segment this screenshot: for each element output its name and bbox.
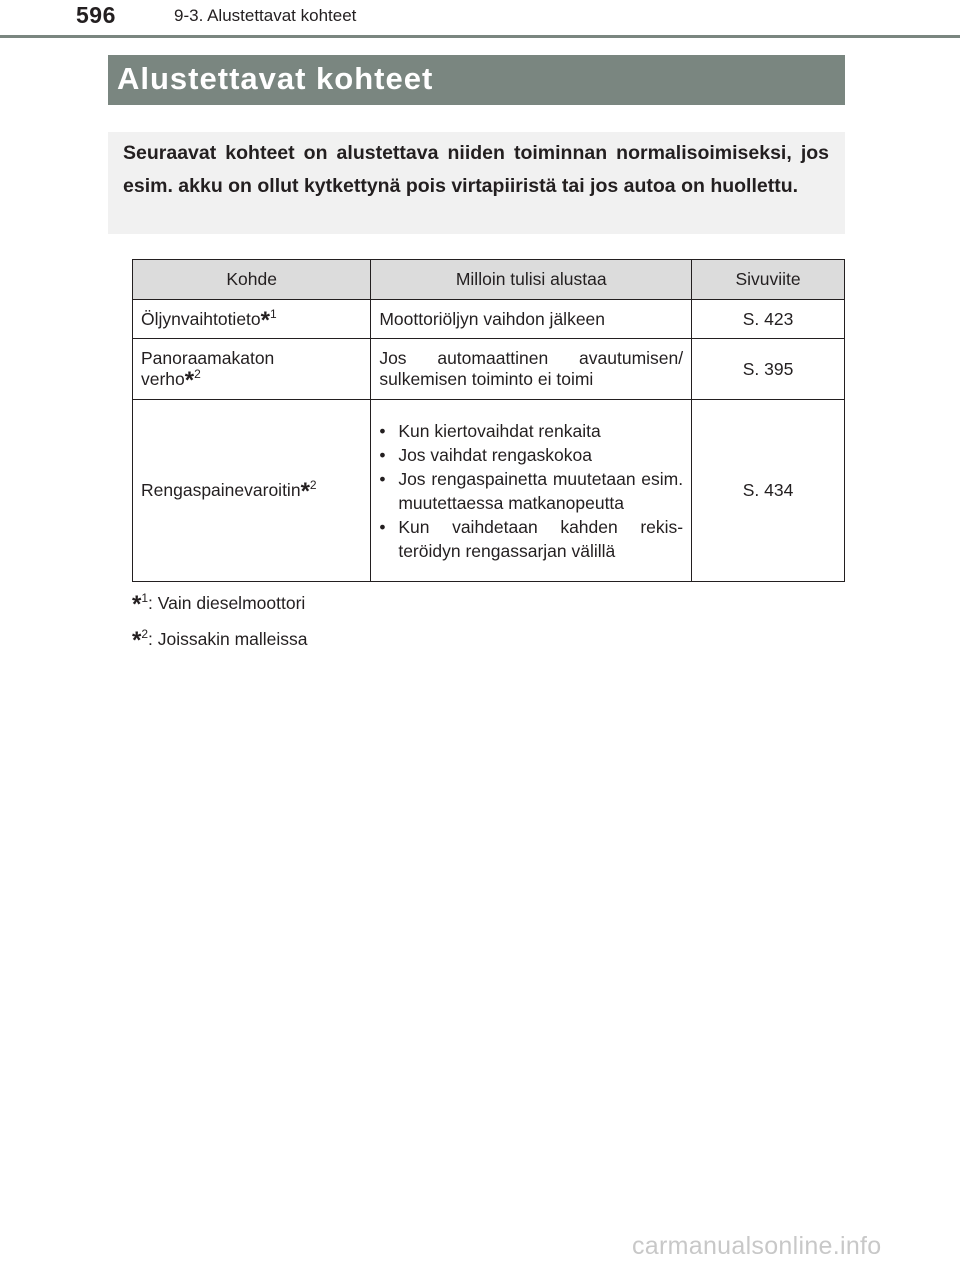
footnote-2 xyxy=(132,627,308,654)
footnote-mark: * xyxy=(260,306,270,334)
list-item: • Jos vaihdat rengaskokoa xyxy=(379,443,683,467)
table-header-row xyxy=(133,260,845,300)
footnote-number: 2 xyxy=(194,367,201,381)
list-item: • Kun kiertovaihdat renkaita xyxy=(379,419,683,443)
when-cell: Moottoriöljyn vaihdon jälkeen xyxy=(371,300,692,339)
column-header-item: Kohde xyxy=(133,260,371,300)
footnote-mark: * xyxy=(132,591,142,618)
item-name-line1: Panoraamakaton xyxy=(141,348,275,368)
item-name: Rengaspainevaroitin xyxy=(141,480,301,500)
footnote-mark: * xyxy=(300,478,310,505)
condition-list xyxy=(379,419,683,563)
section-banner xyxy=(108,55,845,105)
column-header-page-ref: Sivuviite xyxy=(692,260,845,300)
list-item: • Kun vaihdetaan kahden rekisteröidyn rengassarjan välillä xyxy=(379,515,683,563)
footnote-number: 1 xyxy=(141,591,149,605)
running-title: 9-3. Alustettavat kohteet xyxy=(174,6,357,25)
item-name-line2-wrap xyxy=(141,367,362,394)
item-cell xyxy=(133,339,371,400)
footnote-text: : Joissakin malleissa xyxy=(148,629,308,649)
table-row xyxy=(133,300,845,339)
page-header xyxy=(0,0,960,40)
column-header-when: Milloin tulisi alustaa xyxy=(371,260,692,300)
item-cell xyxy=(133,300,371,339)
header-divider xyxy=(0,35,960,38)
section-title: Alustettavat kohteet xyxy=(117,61,434,96)
intro-box xyxy=(108,132,845,234)
footnote-1 xyxy=(132,591,306,618)
reset-items-table xyxy=(132,259,845,582)
footnote-number: 2 xyxy=(141,627,149,641)
footnote-text: : Vain dieselmoottori xyxy=(148,593,306,613)
footnote-number: 2 xyxy=(309,478,317,492)
footnote-mark: * xyxy=(132,627,142,654)
item-name-line2: verho xyxy=(141,369,185,389)
footnote-number: 1 xyxy=(270,306,277,321)
when-cell xyxy=(371,400,692,582)
page-ref-cell: S. 423 xyxy=(692,300,845,339)
intro-text: Seuraavat kohteet on alustettava niiden toiminnan normalisoimiseksi, jos esim. akku on ollut kytkettynä pois virtapiiristä tai jos autoa on huollettu. xyxy=(123,142,829,197)
table-row xyxy=(133,400,845,582)
item-cell xyxy=(133,400,371,582)
item-name: Öljynvaihtotieto xyxy=(141,308,261,329)
when-cell: Jos automaattinen avautumisen/ sulkemisen toiminto ei toimi xyxy=(371,339,692,400)
page-ref-cell: S. 434 xyxy=(692,400,845,582)
table-row xyxy=(133,339,845,400)
watermark: carmanualsonline.info xyxy=(632,1232,882,1260)
list-item: • Jos rengaspainetta muutetaan esim. muutettaessa matkanopeutta xyxy=(379,467,683,515)
page-ref-cell: S. 395 xyxy=(692,339,845,400)
footnote-mark: * xyxy=(184,367,195,394)
page-number: 596 xyxy=(76,2,116,28)
